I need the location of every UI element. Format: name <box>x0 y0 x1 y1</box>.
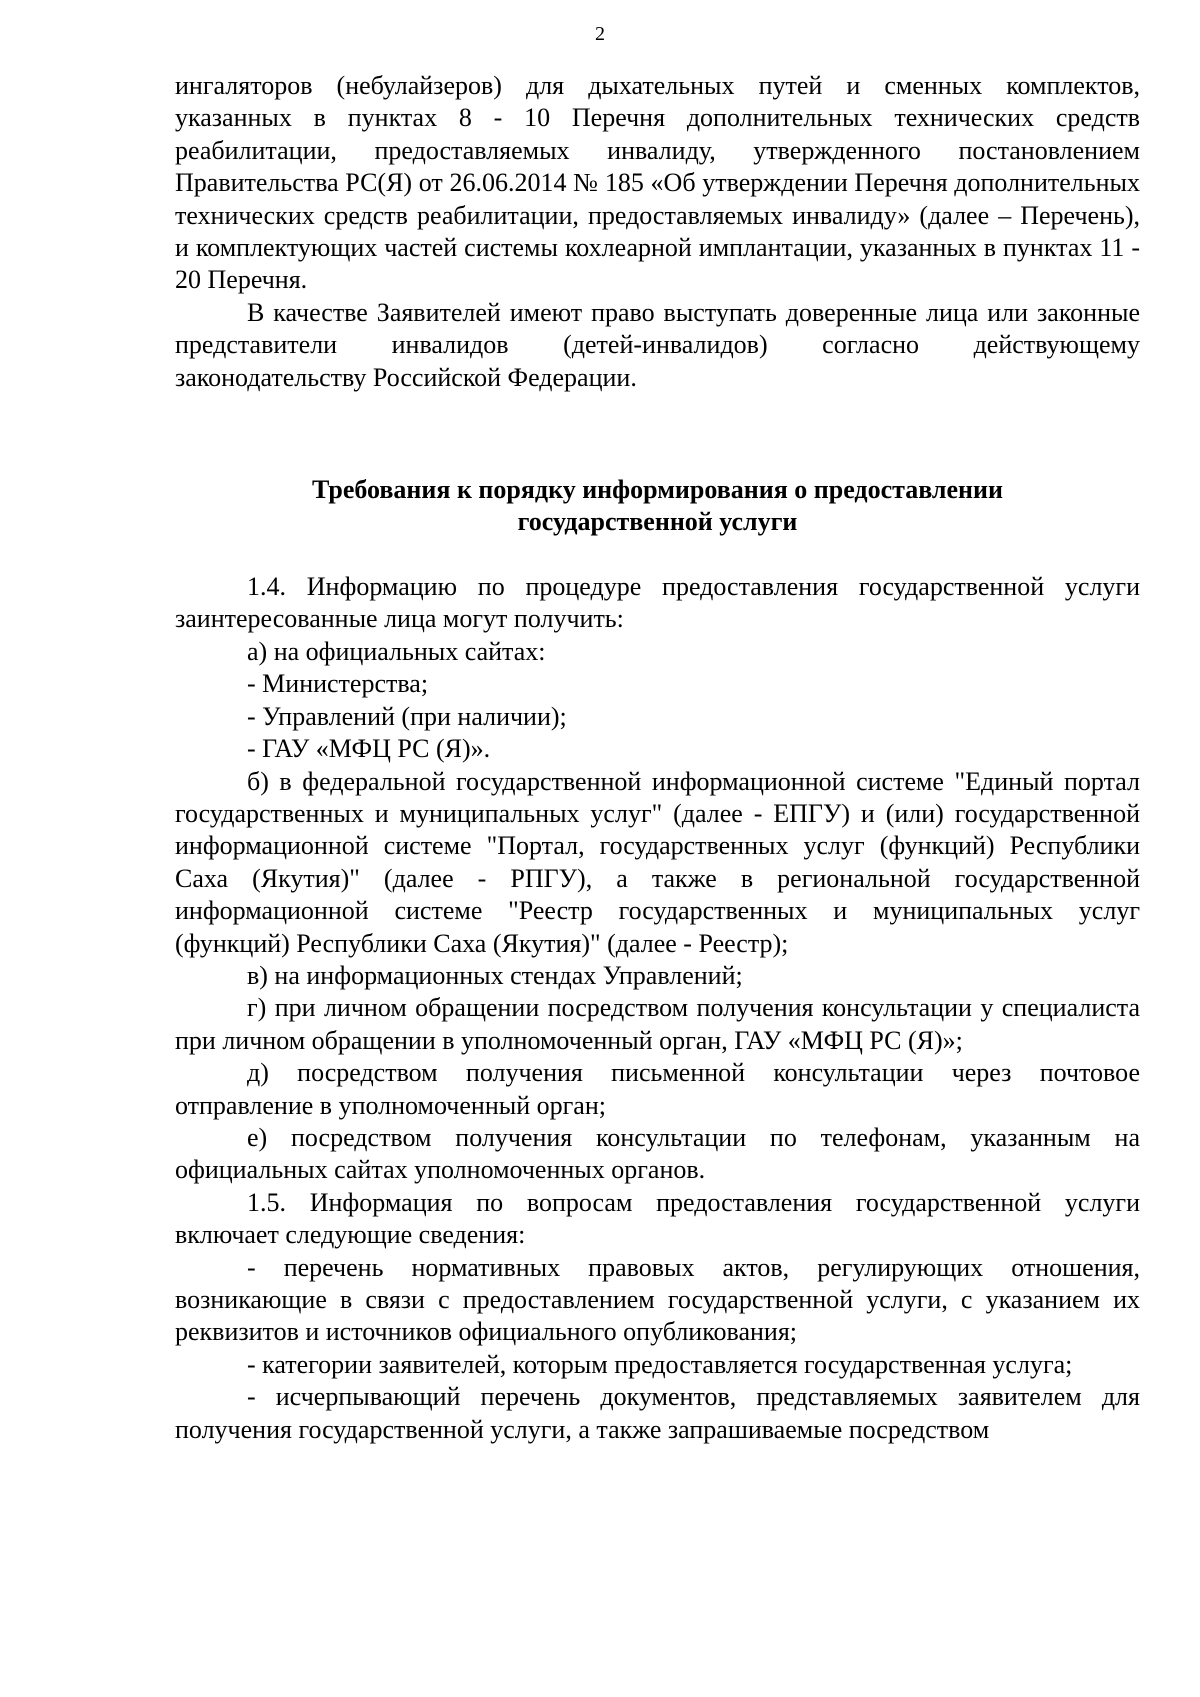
list-item: е) посредством получения консультации по телефонам, указанным на официальных сайтах уполномоченных органов. <box>175 1122 1140 1185</box>
section-heading <box>175 474 1140 538</box>
section-heading-line: государственной услуги <box>517 507 798 537</box>
list-item: - Управлений (при наличии); <box>247 701 567 731</box>
paragraph: 1.5. Информация по вопросам предоставления государственной услуги включает следующие сведения: <box>175 1187 1140 1250</box>
list-item: в) на информационных стендах Управлений; <box>247 960 743 990</box>
list-item: г) при личном обращении посредством получения консультации у специалиста при личном обращении в уполномоченный орган, ГАУ «МФЦ РС (Я)»; <box>175 993 1140 1055</box>
list-item: - исчерпывающий перечень документов, представляемых заявителем для получения государственной услуги, а также запрашиваемые посредством <box>175 1382 1140 1444</box>
page-number: 2 <box>595 23 605 45</box>
paragraph: 1.4. Информацию по процедуре предоставления государственной услуги заинтересованные лица могут получить: <box>175 572 1140 634</box>
list-item: - Министерства; <box>247 669 429 699</box>
spacer <box>175 394 1140 474</box>
paragraph: В качестве Заявителей имеют право выступать доверенные лица или законные представители инвалидов (детей-инвалидов) согласно действующему законодательству Российской Федерации. <box>175 297 1140 392</box>
list-item: б) в федеральной государственной информационной системе "Единый портал государственных и муниципальных услуг" (далее - ЕПГУ) и (или) государственной информационной системе "Портал, государственных услуг (функций) Республики Саха (Якутия)" (далее - РПГУ), а также в региональной государственной информационной системе "Реестр государственных и муниципальных услуг (функций) Республики Саха (Якутия)" (далее - Реестр); <box>175 766 1140 958</box>
section-heading-line: Требования к порядку информирования о предоставлении <box>312 475 1003 505</box>
list-item: - категории заявителей, которым предоставляется государственная услуга; <box>247 1349 1073 1379</box>
list-item: - ГАУ «МФЦ РС (Я)». <box>247 734 491 764</box>
paragraph: ингаляторов (небулайзеров) для дыхательных путей и сменных комплектов, указанных в пунктах 8 - 10 Перечня дополнительных технических средств реабилитации, предоставляемых инвалиду, утвержденного постановлением Правительства РС(Я) от 26.06.2014 № 185 «Об утверждении Перечня дополнительных технических средств реабилитации, предоставляемых инвалиду» (далее – Перечень), и комплектующих частей системы кохлеарной имплантации, указанных в пунктах 11 - 20 Перечня. <box>175 71 1140 295</box>
document-body <box>175 70 1140 1446</box>
list-item: а) на официальных сайтах: <box>247 636 546 666</box>
list-item: д) посредством получения письменной консультации через почтовое отправление в уполномоченный орган; <box>175 1058 1140 1120</box>
list-item: - перечень нормативных правовых актов, регулирующих отношения, возникающие в связи с предоставлением государственной услуги, с указанием их реквизитов и источников официального опубликования; <box>175 1252 1140 1347</box>
spacer <box>175 538 1140 571</box>
